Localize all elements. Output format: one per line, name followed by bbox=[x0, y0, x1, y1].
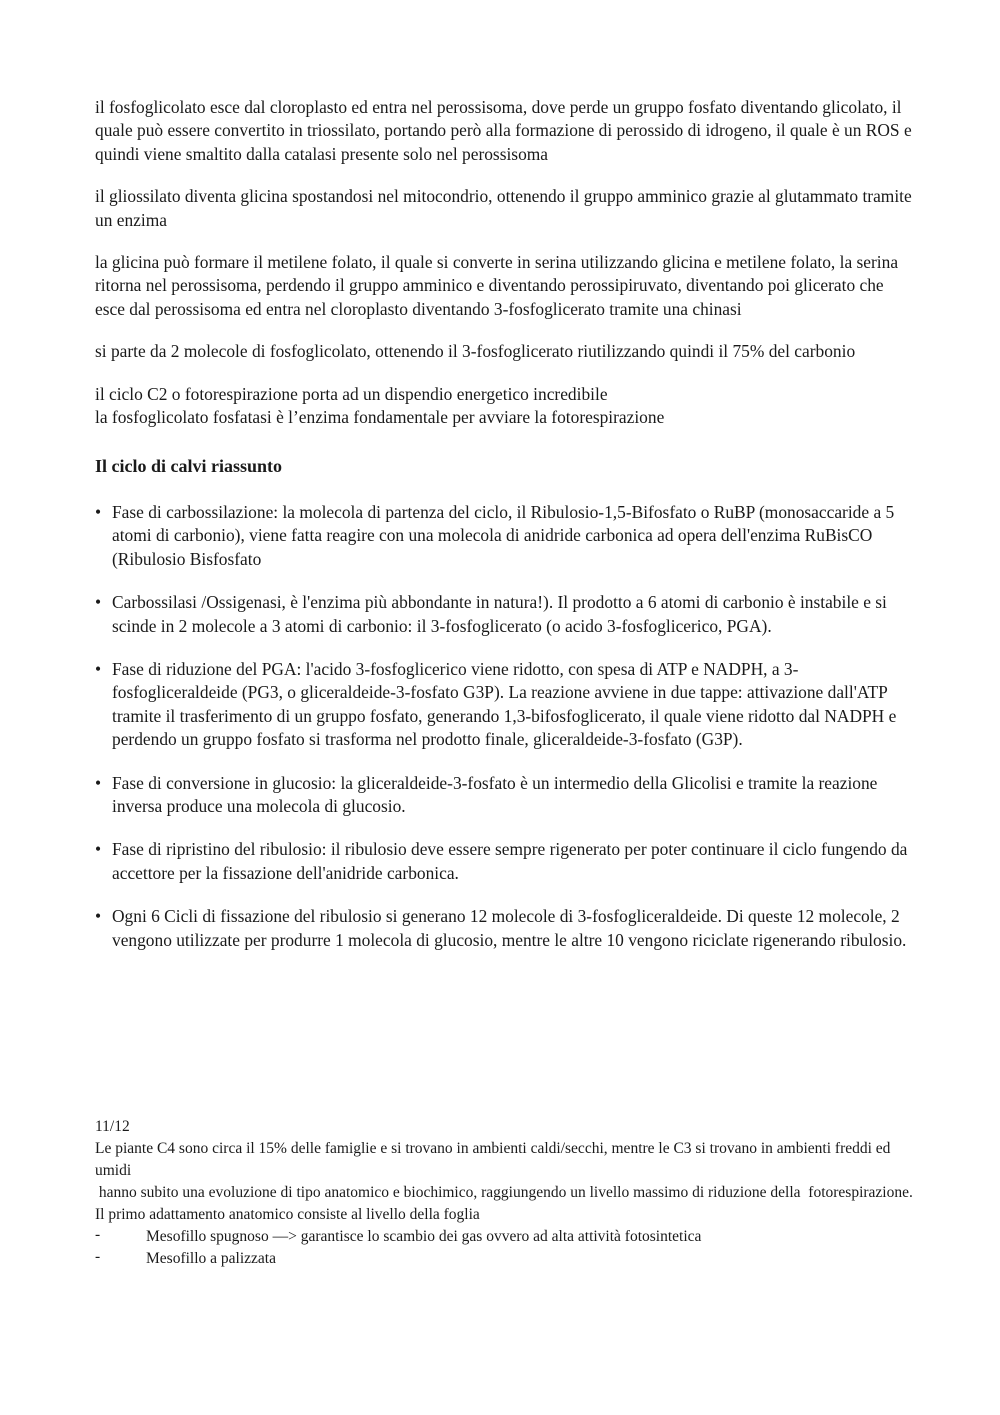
list-item bbox=[95, 501, 915, 571]
c2-line: la fosfoglicolato fosfatasi è l’enzima fondamentale per avviare la fotorespirazione bbox=[95, 407, 665, 428]
notes-section bbox=[95, 1116, 915, 1270]
list-item-text: Fase di ripristino del ribulosio: il ribulosio deve essere sempre rigenerato per poter continuare il ciclo fungendo da accettore per la fissazione dell'anidride carbonica. bbox=[112, 839, 908, 883]
paragraph-gliossilato: il gliossilato diventa glicina spostandosi nel mitocondrio, ottenendo il gruppo amminico grazie al glutammato tramite un enzima bbox=[95, 186, 912, 230]
list-item bbox=[95, 772, 915, 819]
list-item bbox=[95, 838, 915, 885]
notes-line: Il primo adattamento anatomico consiste al livello della foglia bbox=[95, 1206, 480, 1223]
list-item-text: Fase di conversione in glucosio: la gliceraldeide-3-fosfato è un intermedio della Glicolisi e tramite la reazione inversa produce una molecola di glucosio. bbox=[112, 772, 878, 816]
notes-date: 11/12 bbox=[95, 1118, 130, 1135]
section-heading: Il ciclo di calvi riassunto bbox=[95, 456, 283, 477]
dash-item-text: Mesofillo a palizzata bbox=[146, 1250, 276, 1267]
bullet-icon: • bbox=[95, 772, 102, 793]
main-text bbox=[95, 96, 915, 972]
paragraph-ciclo-c2 bbox=[95, 383, 915, 430]
dash-icon: - bbox=[95, 1226, 101, 1243]
dash-icon: - bbox=[95, 1248, 101, 1265]
bullet-list bbox=[95, 501, 915, 952]
list-item-text: Carbossilasi /Ossigenasi, è l'enzima più abbondante in natura!). Il prodotto a 6 atomi di carbonio è instabile e si scinde in 2 molecole a 3 atomi di carbonio: il 3-fosfoglicerato (o acido 3-fosfoglicerico, PGA). bbox=[112, 592, 887, 636]
list-item-text: Fase di riduzione del PGA: l'acido 3-fosfoglicerico viene ridotto, con spesa di ATP e NADPH, a 3-fosfogliceraldeide (PG3, o gliceraldeide-3-fosfato G3P). La reazione avviene in due tappe: attivazione dall'ATP tramite il trasferimento di un gruppo fosfato, generando 1,3-bifosfoglicerato, il quale viene ridotto dal NADPH e perdendo un gruppo fosfato si trasforma nel prodotto finale, gliceraldeide-3-fosfato (G3P). bbox=[112, 658, 897, 750]
dash-item bbox=[95, 1226, 915, 1248]
bullet-icon: • bbox=[95, 906, 102, 927]
list-item bbox=[95, 905, 915, 952]
c2-line: il ciclo C2 o fotorespirazione porta ad un dispendio energetico incredibile bbox=[95, 383, 608, 404]
paragraph-fosfoglicolato: il fosfoglicolato esce dal cloroplasto ed entra nel perossisoma, dove perde un gruppo fosfato diventando glicolato, il quale può essere convertito in triossilato, portando però alla formazione di perossido di idrogeno, il quale è un ROS e quindi viene smaltito dalla catalasi presente solo nel perossisoma bbox=[95, 97, 912, 164]
notes-line: hanno subito una evoluzione di tipo anatomico e biochimico, raggiungendo un livello massimo di riduzione della fotorespirazione. bbox=[95, 1184, 913, 1201]
dash-item-text: Mesofillo spugnoso —> garantisce lo scambio dei gas ovvero ad alta attività fotosintetica bbox=[146, 1228, 702, 1245]
bullet-icon: • bbox=[95, 658, 102, 679]
bullet-icon: • bbox=[95, 592, 102, 613]
list-item-text: Ogni 6 Cicli di fissazione del ribulosio si generano 12 molecole di 3-fosfogliceraldeide. Di queste 12 molecole, 2 vengono utilizzate per produrre 1 molecola di glucosio, mentre le altre 10 vengono riciclate rigenerando ribulosio. bbox=[112, 906, 907, 950]
dash-item bbox=[95, 1248, 915, 1270]
list-item-text: Fase di carbossilazione: la molecola di partenza del ciclo, il Ribulosio-1,5-Bifosfato o RuBP (monosaccaride a 5 atomi di carbonio), viene fatta reagire con una molecola di anidride carbonica ad opera dell'enzima RuBisCO (Ribulosio Bisfosfato bbox=[112, 501, 895, 569]
paragraph-glicina: la glicina può formare il metilene folato, il quale si converte in serina utilizzando glicina e metilene folato, la serina ritorna nel perossisoma, perdendo il gruppo amminico e diventando perossipiruvato, diventando poi glicerato che esce dal perossisoma ed entra nel cloroplasto diventando 3-fosfoglicerato tramite una chinasi bbox=[95, 252, 899, 319]
notes-line: Le piante C4 sono circa il 15% delle famiglie e si trovano in ambienti caldi/secchi, mentre le C3 si trovano in ambienti freddi ed umidi bbox=[95, 1140, 891, 1179]
bullet-icon: • bbox=[95, 839, 102, 860]
paragraph-carbonio: si parte da 2 molecole di fosfoglicolato, ottenendo il 3-fosfoglicerato riutilizzando quindi il 75% del carbonio bbox=[95, 341, 856, 362]
list-item bbox=[95, 658, 915, 752]
list-item bbox=[95, 591, 915, 638]
bullet-icon: • bbox=[95, 501, 102, 522]
